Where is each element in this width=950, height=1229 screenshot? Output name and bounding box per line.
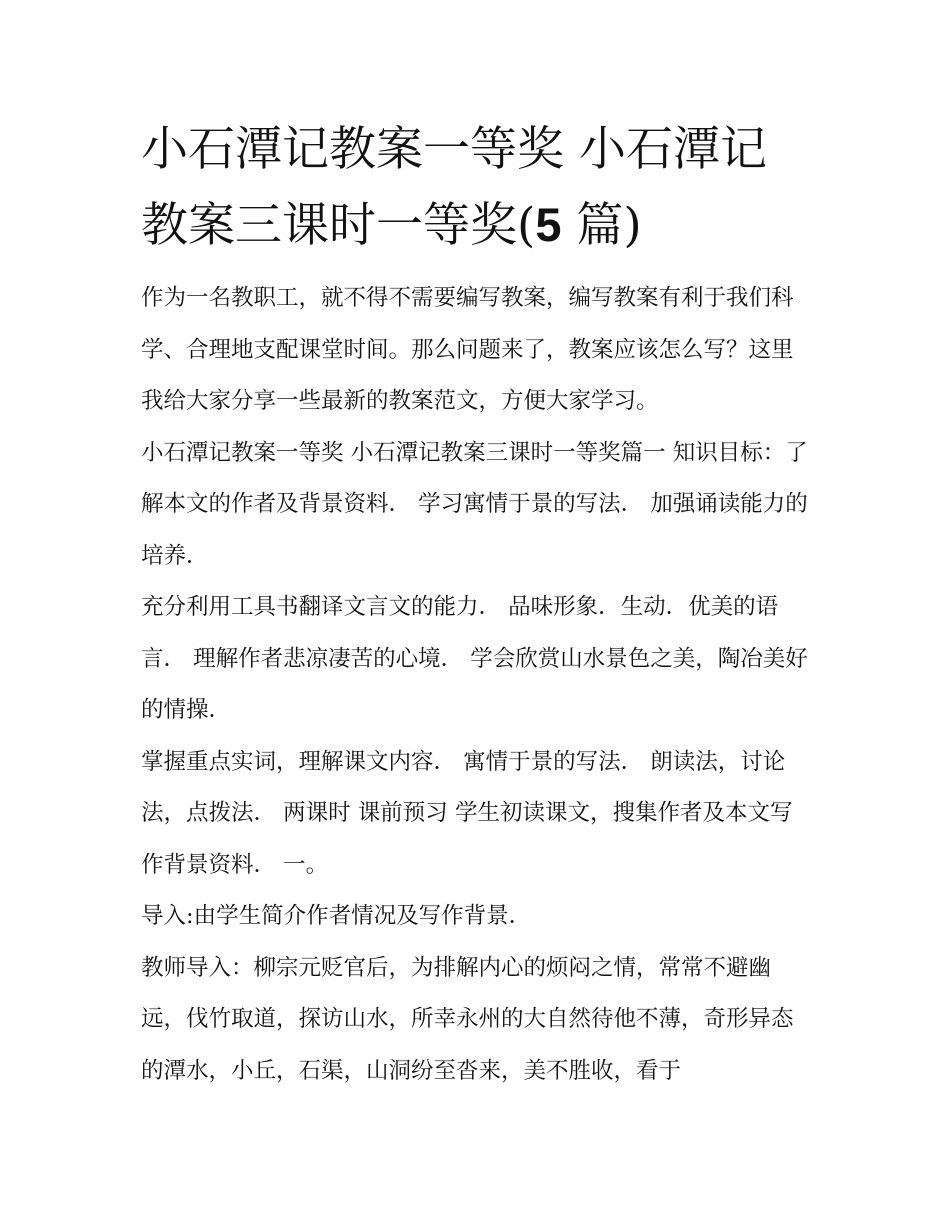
paragraph-teacher-intro: 教师导入：柳宗元贬官后，为排解内心的烦闷之情，常常不避幽远，伐竹取道，探访山水，所幸永州的大自然待他不薄，奇形异态的潭水，小丘，石渠，山洞纷至沓来，美不胜收，看于 xyxy=(141,954,794,1084)
paragraph-knowledge-goals: 小石潭记教案一等奖 小石潭记教案三课时一等奖篇一 知识目标：了解本文的作者及背景资料． 学习寓情于景的写法． 加强诵读能力的培养． xyxy=(141,439,808,569)
document-title xyxy=(141,112,813,263)
paragraph-ability-goals: 充分利用工具书翻译文言文的能力． 品味形象．生动．优美的语言． 理解作者悲凉凄苦的心境． 学会欣赏山水景色之美，陶冶美好的情操． xyxy=(141,594,808,723)
paragraph-key-points: 掌握重点实词，理解课文内容． 寓情于景的写法． 朗读法，讨论法，点拨法． 两课时 课前预习 学生初读课文，搜集作者及本文写作背景资料． 一。 xyxy=(141,748,793,878)
title-text-part2: 篇) xyxy=(561,198,642,253)
paragraph-introduction-step: 导入:由学生简介作者情况及写作背景． xyxy=(141,903,532,929)
title-text-part1: 小石潭记教案一等奖 小石潭记教案三课时一等奖( xyxy=(141,122,767,253)
title-number: 5 xyxy=(535,198,562,251)
document-page xyxy=(141,112,813,1097)
paragraph-intro: 作为一名教职工，就不得不需要编写教案，编写教案有利于我们科学、合理地支配课堂时间。那么问题来了，教案应该怎么写？这里我给大家分享一些最新的教案范文，方便大家学习。 xyxy=(141,285,794,414)
